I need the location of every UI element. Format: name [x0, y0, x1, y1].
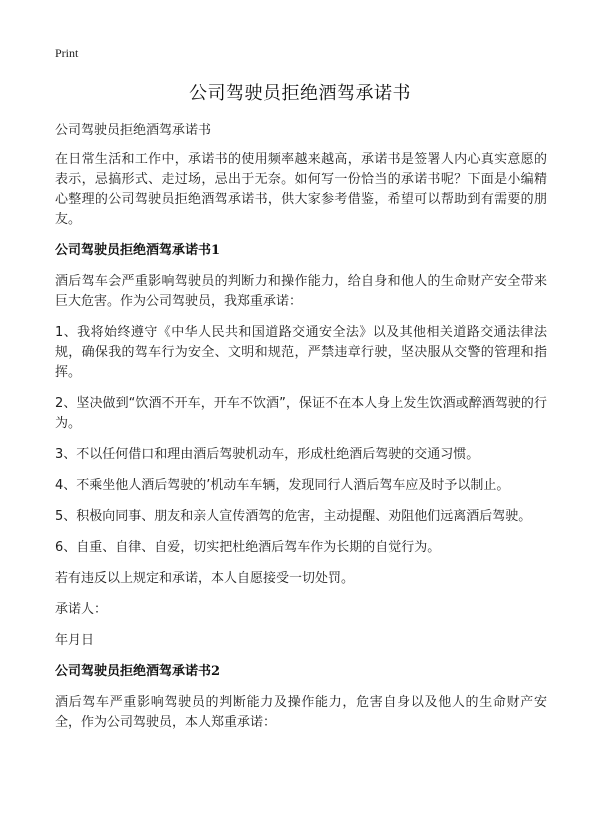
- pledge-item: 3、不以任何借口和理由酒后驾驶机动车，形成杜绝酒后驾驶的交通习惯。: [55, 447, 480, 462]
- date-label: 年月日: [55, 633, 95, 648]
- pledge-item: 4、不乘坐他人酒后驾驶的’机动车车辆，发现同行人酒后驾车应及时予以制止。: [55, 478, 510, 493]
- pledge-item: 6、自重、自律、自爱，切实把杜绝酒后驾车作为长期的自觉行为。: [55, 540, 441, 555]
- intro-paragraph: 在日常生活和工作中，承诺书的使用频率越来越高，承诺书是签署人内心真实意愿的表示，忌搞形式、走过场，忌出于无奈。如何写一份恰当的承诺书呢？下面是小编精心整理的公司驾驶员拒绝酒驾承诺书，供大家参考借鉴，希望可以帮助到有需要的朋友。: [55, 152, 547, 227]
- pledge-item: 1、我将始终遵守《中华人民共和国道路交通安全法》以及其他相关道路交通法律法规，确保我的驾车行为安全、文明和规范，严禁违章行驶，坚决服从交警的管理和指挥。: [55, 325, 547, 380]
- section-1-closing: 若有违反以上规定和承诺，本人自愿接受一切处罚。: [55, 571, 355, 586]
- section-2-heading: 公司驾驶员拒绝酒驾承诺书2: [55, 664, 221, 679]
- print-link[interactable]: Print: [55, 46, 79, 60]
- section-1-lead: 酒后驾车会严重影响驾驶员的判断力和操作能力，给自身和他人的生命财产安全带来巨大危害。作为公司驾驶员，我郑重承诺：: [55, 274, 547, 309]
- signer-label: 承诺人：: [55, 602, 108, 617]
- section-1-heading: 公司驾驶员拒绝酒驾承诺书1: [55, 243, 221, 258]
- section-2-lead: 酒后驾车严重影响驾驶员的判断能力及操作能力，危害自身以及他人的生命财产安全，作为公司驾驶员，本人郑重承诺：: [55, 695, 547, 730]
- page-title: 公司驾驶员拒绝酒驾承诺书: [189, 83, 411, 104]
- pledge-item: 5、积极向同事、朋友和亲人宣传酒驾的危害，主动提醒、劝阻他们远离酒后驾驶。: [55, 509, 532, 524]
- document-subtitle: 公司驾驶员拒绝酒驾承诺书: [55, 123, 212, 138]
- pledge-item: 2、坚决做到“饮酒不开车，开车不饮酒”，保证不在本人身上发生饮酒或醉酒驾驶的行为。: [55, 396, 547, 431]
- document-body: [55, 121, 547, 744]
